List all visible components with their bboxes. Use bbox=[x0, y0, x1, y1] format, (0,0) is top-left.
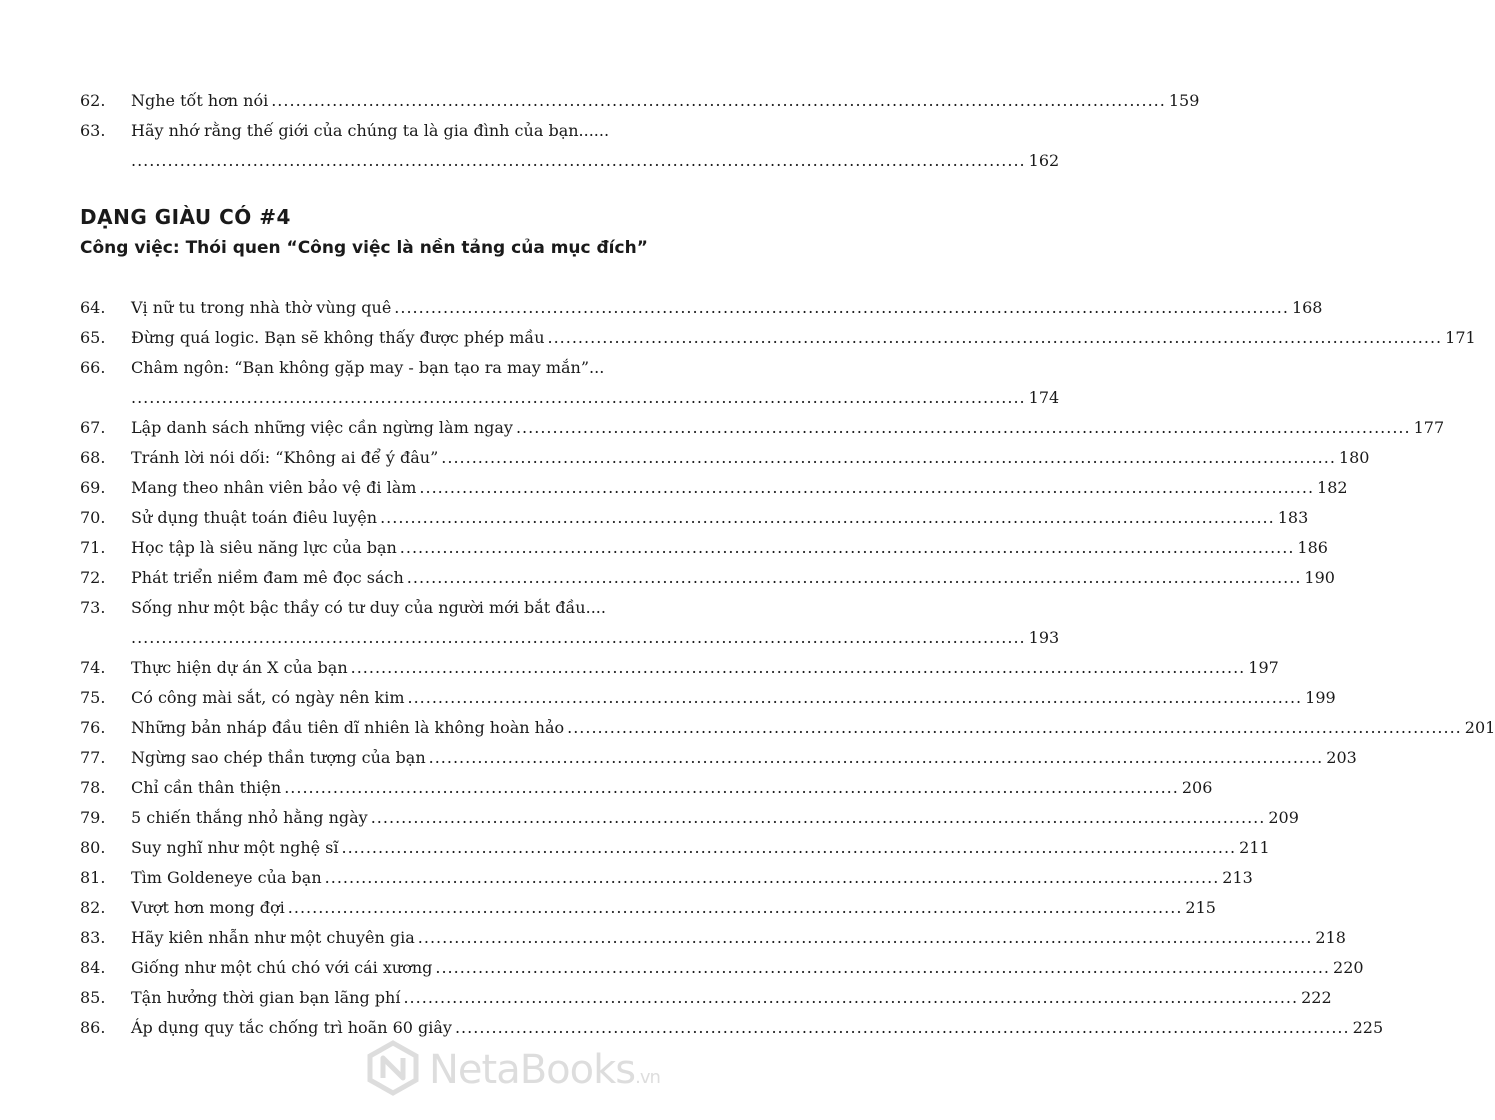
entry-page: 159 bbox=[1168, 91, 1200, 110]
dot-leader bbox=[284, 773, 1179, 803]
toc-entry-64 bbox=[80, 293, 1323, 323]
dot-leader bbox=[516, 413, 1411, 443]
entry-number: 68. bbox=[80, 448, 106, 467]
entry-title: Chỉ cần thân thiện bbox=[131, 778, 282, 797]
toc-entry-84 bbox=[80, 953, 1364, 983]
entry-number: 86. bbox=[80, 1018, 106, 1037]
entry-number: 63. bbox=[80, 121, 106, 140]
dot-leader bbox=[408, 683, 1303, 713]
entry-number: 64. bbox=[80, 298, 106, 317]
dot-leader bbox=[429, 743, 1324, 773]
entry-number: 65. bbox=[80, 328, 106, 347]
toc-entry-75 bbox=[80, 683, 1336, 713]
entry-page: 197 bbox=[1248, 658, 1279, 677]
entry-title: Vị nữ tu trong nhà thờ vùng quê bbox=[131, 298, 392, 317]
entry-number: 84. bbox=[80, 958, 106, 977]
dot-leader bbox=[131, 383, 1026, 413]
entry-page: 186 bbox=[1297, 538, 1328, 557]
entry-page: 168 bbox=[1291, 298, 1323, 317]
entry-page: 206 bbox=[1181, 778, 1213, 797]
entry-number: 69. bbox=[80, 478, 106, 497]
toc-entry-68 bbox=[80, 443, 1370, 473]
entry-number: 72. bbox=[80, 568, 106, 587]
entry-title: Hãy nhớ rằng thế giới của chúng ta là gia đình của bạn...... bbox=[131, 121, 610, 140]
entry-title: Áp dụng quy tắc chống trì hoãn 60 giây bbox=[131, 1018, 452, 1037]
entry-page: 203 bbox=[1326, 748, 1357, 767]
dot-leader bbox=[394, 293, 1289, 323]
entry-number: 71. bbox=[80, 538, 106, 557]
dot-leader bbox=[418, 923, 1313, 953]
entry-number: 77. bbox=[80, 748, 106, 767]
entry-title: Sống như một bậc thầy có tư duy của người mới bắt đầu.... bbox=[131, 598, 606, 617]
entry-title: 5 chiến thắng nhỏ hằng ngày bbox=[131, 808, 368, 827]
entry-page: 225 bbox=[1352, 1018, 1384, 1037]
entry-number: 82. bbox=[80, 898, 106, 917]
dot-leader bbox=[441, 443, 1336, 473]
dot-leader bbox=[403, 983, 1298, 1013]
entry-page: 215 bbox=[1185, 898, 1216, 917]
toc-entry-72 bbox=[80, 563, 1335, 593]
entry-title: Mang theo nhân viên bảo vệ đi làm bbox=[131, 478, 417, 497]
entry-page: 177 bbox=[1413, 418, 1445, 437]
entry-number: 76. bbox=[80, 718, 106, 737]
toc-entry-77 bbox=[80, 743, 1357, 773]
dot-leader bbox=[342, 833, 1237, 863]
toc-entry-85 bbox=[80, 983, 1332, 1013]
entry-number: 78. bbox=[80, 778, 106, 797]
entry-page: 222 bbox=[1301, 988, 1332, 1007]
entry-page: 201 bbox=[1464, 718, 1495, 737]
entry-title: Suy nghĩ như một nghệ sĩ bbox=[131, 838, 339, 857]
entry-title: Lập danh sách những việc cần ngừng làm ngay bbox=[131, 418, 513, 437]
dot-leader bbox=[419, 473, 1314, 503]
entry-title: Nghe tốt hơn nói bbox=[131, 91, 269, 110]
netabooks-logo-icon bbox=[365, 1040, 421, 1100]
dot-leader bbox=[548, 323, 1443, 353]
toc-entry-71 bbox=[80, 533, 1328, 563]
entry-title: Học tập là siêu năng lực của bạn bbox=[131, 538, 397, 557]
entry-page: 218 bbox=[1315, 928, 1346, 947]
toc-entry-62 bbox=[80, 86, 1200, 116]
entry-number: 74. bbox=[80, 658, 106, 677]
toc-entry-86 bbox=[80, 1013, 1384, 1043]
entry-page: 174 bbox=[1028, 388, 1060, 407]
entry-page: 211 bbox=[1239, 838, 1270, 857]
section-label: DẠNG GIÀU CÓ #4 bbox=[80, 205, 291, 229]
dot-leader bbox=[351, 653, 1246, 683]
entry-title: Hãy kiên nhẫn như một chuyên gia bbox=[131, 928, 415, 947]
entry-number: 75. bbox=[80, 688, 106, 707]
toc-entry-69 bbox=[80, 473, 1348, 503]
entry-title: Ngừng sao chép thần tượng của bạn bbox=[131, 748, 426, 767]
toc-entry-66 bbox=[80, 353, 1060, 413]
dot-leader bbox=[407, 563, 1302, 593]
entry-page: 182 bbox=[1317, 478, 1348, 497]
netabooks-watermark bbox=[365, 1040, 695, 1100]
toc-entry-78 bbox=[80, 773, 1213, 803]
entry-number: 66. bbox=[80, 358, 106, 377]
entry-page: 162 bbox=[1028, 151, 1060, 170]
watermark-suffix: .vn bbox=[635, 1067, 660, 1088]
toc-entry-79 bbox=[80, 803, 1299, 833]
section-title: Công việc: Thói quen “Công việc là nền tảng của mục đích” bbox=[80, 238, 648, 258]
watermark-text: NetaBooks.vn bbox=[429, 1047, 660, 1093]
entry-title: Thực hiện dự án X của bạn bbox=[131, 658, 348, 677]
toc-entry-82 bbox=[80, 893, 1216, 923]
entry-page: 171 bbox=[1445, 328, 1476, 347]
entry-title: Giống như một chú chó với cái xương bbox=[131, 958, 433, 977]
entry-title: Phát triển niềm đam mê đọc sách bbox=[131, 568, 404, 587]
dot-leader bbox=[271, 86, 1166, 116]
dot-leader bbox=[400, 533, 1295, 563]
entry-title: Những bản nháp đầu tiên dĩ nhiên là không hoàn hảo bbox=[131, 718, 565, 737]
toc-entry-70 bbox=[80, 503, 1309, 533]
entry-page: 220 bbox=[1333, 958, 1364, 977]
entry-page: 213 bbox=[1222, 868, 1253, 887]
entry-title: Có công mài sắt, có ngày nên kim bbox=[131, 688, 405, 707]
entry-number: 80. bbox=[80, 838, 106, 857]
entry-number: 81. bbox=[80, 868, 106, 887]
toc-entry-80 bbox=[80, 833, 1270, 863]
entry-page: 193 bbox=[1028, 628, 1060, 647]
dot-leader bbox=[288, 893, 1183, 923]
entry-number: 62. bbox=[80, 91, 106, 110]
entry-page: 199 bbox=[1305, 688, 1336, 707]
entry-title: Sử dụng thuật toán điêu luyện bbox=[131, 508, 378, 527]
entry-page: 190 bbox=[1304, 568, 1335, 587]
dot-leader bbox=[380, 503, 1275, 533]
entry-page: 209 bbox=[1268, 808, 1299, 827]
toc-entry-74 bbox=[80, 653, 1279, 683]
dot-leader bbox=[371, 803, 1266, 833]
entry-title: Tránh lời nói dối: “Không ai để ý đâu” bbox=[131, 448, 439, 467]
entry-page: 183 bbox=[1277, 508, 1309, 527]
dot-leader bbox=[455, 1013, 1350, 1043]
toc-entry-65 bbox=[80, 323, 1476, 353]
entry-number: 73. bbox=[80, 598, 106, 617]
entry-number: 70. bbox=[80, 508, 106, 527]
entry-page: 180 bbox=[1338, 448, 1370, 467]
entry-number: 67. bbox=[80, 418, 106, 437]
toc-entry-76 bbox=[80, 713, 1495, 743]
entry-title: Đừng quá logic. Bạn sẽ không thấy được phép mầu bbox=[131, 328, 545, 347]
toc-entry-63 bbox=[80, 116, 1060, 176]
toc-entry-67 bbox=[80, 413, 1445, 443]
dot-leader bbox=[567, 713, 1462, 743]
dot-leader bbox=[325, 863, 1220, 893]
entry-number: 85. bbox=[80, 988, 106, 1007]
entry-number: 79. bbox=[80, 808, 106, 827]
entry-title: Tìm Goldeneye của bạn bbox=[131, 868, 322, 887]
toc-entry-81 bbox=[80, 863, 1253, 893]
entry-title: Tận hưởng thời gian bạn lãng phí bbox=[131, 988, 401, 1007]
entry-number: 83. bbox=[80, 928, 106, 947]
toc-entry-83 bbox=[80, 923, 1346, 953]
entry-title: Vượt hơn mong đợi bbox=[131, 898, 285, 917]
dot-leader bbox=[435, 953, 1330, 983]
dot-leader bbox=[131, 146, 1026, 176]
entry-title: Châm ngôn: “Bạn không gặp may - bạn tạo ra may mắn”... bbox=[131, 358, 605, 377]
toc-entry-73 bbox=[80, 593, 1060, 653]
dot-leader bbox=[131, 623, 1026, 653]
